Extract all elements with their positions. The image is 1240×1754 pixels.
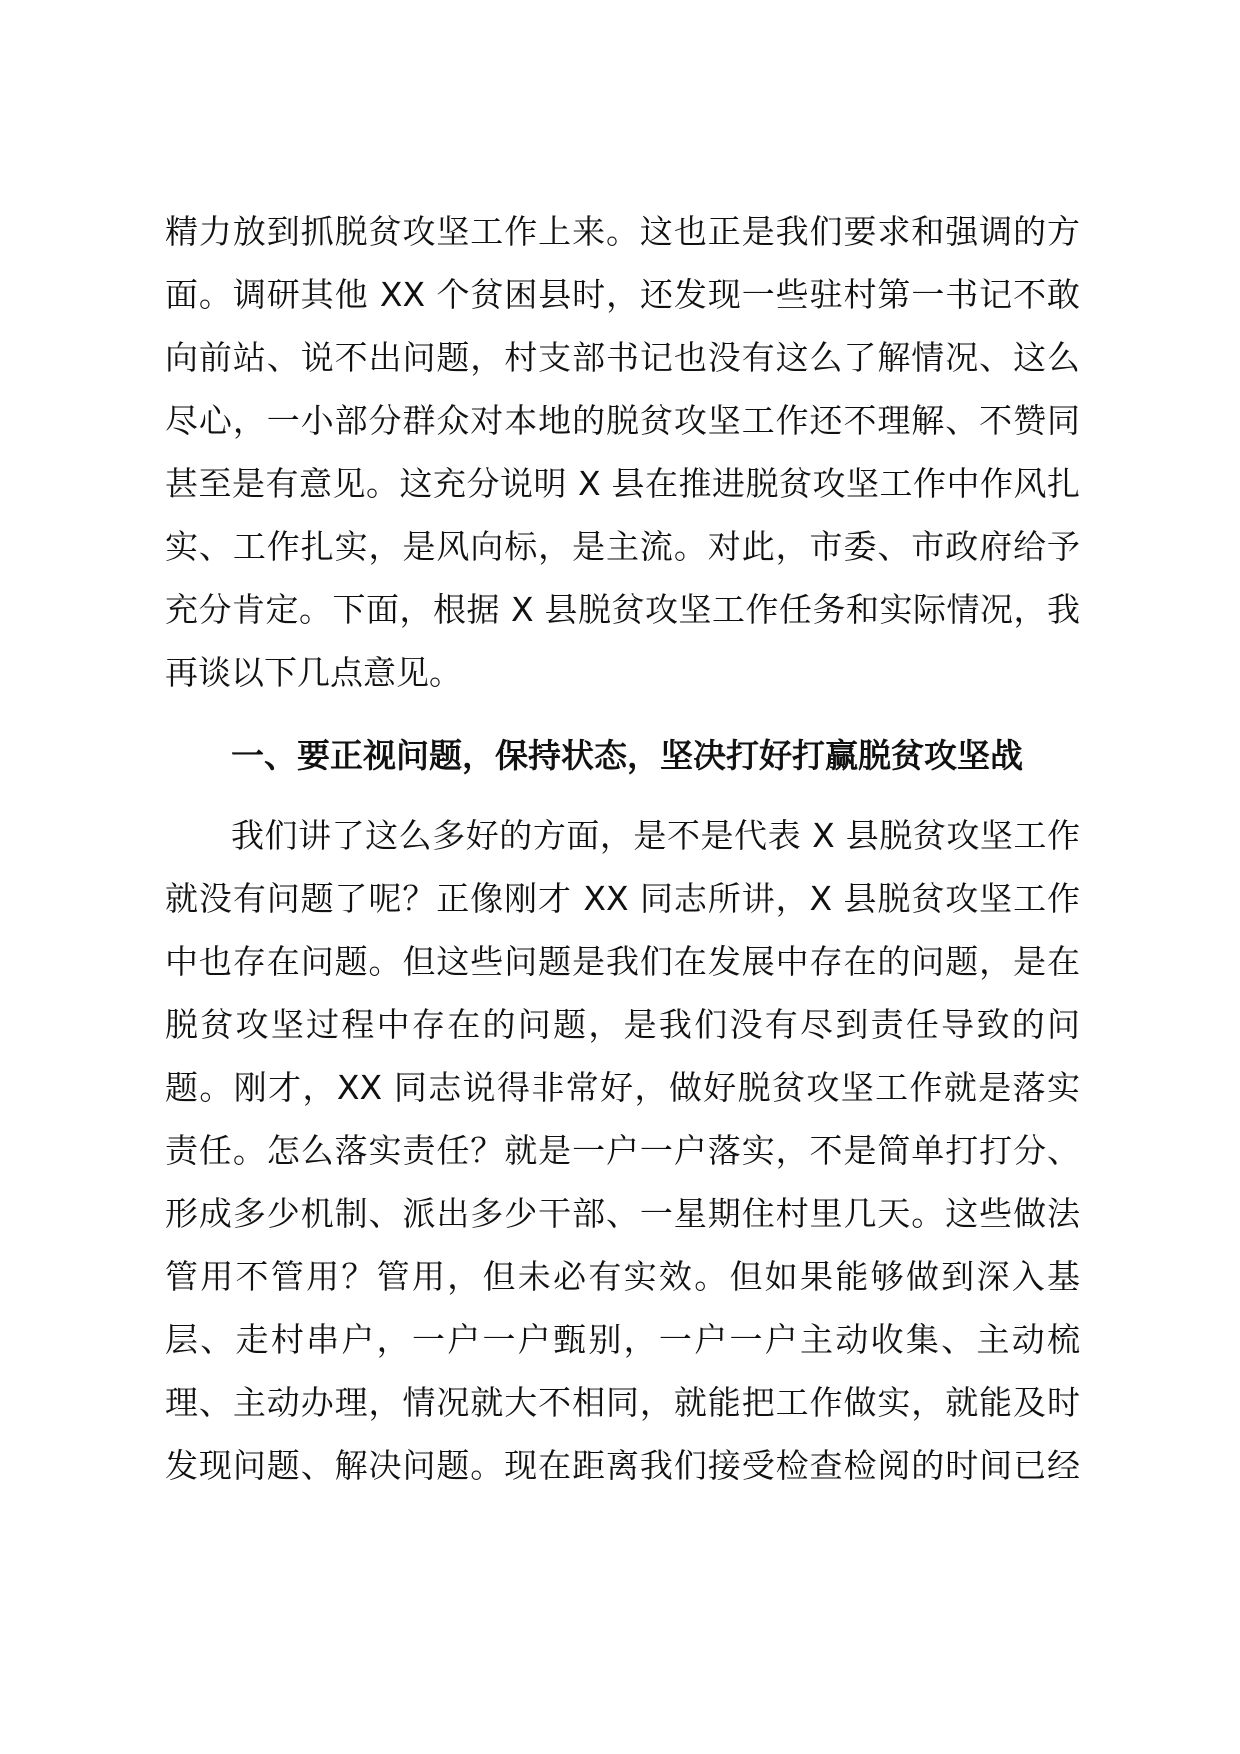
paragraph-line: 甚至是有意见。这充分说明 X 县在推进脱贫攻坚工作中作风扎 (165, 464, 1080, 503)
paragraph-line: 脱贫攻坚过程中存在的问题，是我们没有尽到责任导致的问 (165, 1005, 1080, 1044)
paragraph-line: 管用不管用？管用，但未必有实效。但如果能够做到深入基 (165, 1257, 1080, 1296)
paragraph-line: 理、主动办理，情况就大不相同，就能把工作做实，就能及时 (165, 1383, 1080, 1422)
paragraph-line: 再谈以下几点意见。 (165, 653, 462, 692)
paragraph-line: 精力放到抓脱贫攻坚工作上来。这也正是我们要求和强调的方 (165, 212, 1080, 251)
paragraph-1 (165, 200, 1080, 704)
paragraph-line: 发现问题、解决问题。现在距离我们接受检查检阅的时间已经 (165, 1446, 1080, 1485)
paragraph-line: 面。调研其他 XX 个贫困县时，还发现一些驻村第一书记不敢 (165, 275, 1080, 314)
paragraph-line: 层、走村串户，一户一户甄别，一户一户主动收集、主动梳 (165, 1320, 1080, 1359)
paragraph-line: 尽心，一小部分群众对本地的脱贫攻坚工作还不理解、不赞同 (165, 401, 1080, 440)
section-heading: 一、要正视问题，保持状态，坚决打好打赢脱贫攻坚战 (231, 736, 1023, 775)
paragraph-line: 就没有问题了呢？正像刚才 XX 同志所讲，X 县脱贫攻坚工作 (165, 879, 1080, 918)
paragraph-line: 充分肯定。下面，根据 X 县脱贫攻坚工作任务和实际情况，我 (165, 590, 1080, 629)
paragraph-line: 实、工作扎实，是风向标，是主流。对此，市委、市政府给予 (165, 527, 1080, 566)
paragraph-line: 责任。怎么落实责任？就是一户一户落实，不是简单打打分、 (165, 1131, 1080, 1170)
paragraph-line: 中也存在问题。但这些问题是我们在发展中存在的问题，是在 (165, 942, 1080, 981)
paragraph-2 (165, 804, 1080, 1497)
paragraph-line: 我们讲了这么多好的方面，是不是代表 X 县脱贫攻坚工作 (231, 816, 1080, 855)
paragraph-line: 向前站、说不出问题，村支部书记也没有这么了解情况、这么 (165, 338, 1080, 377)
paragraph-line: 形成多少机制、派出多少干部、一星期住村里几天。这些做法 (165, 1194, 1080, 1233)
paragraph-line: 题。刚才，XX 同志说得非常好，做好脱贫攻坚工作就是落实 (165, 1068, 1080, 1107)
document-body (165, 200, 1080, 1497)
